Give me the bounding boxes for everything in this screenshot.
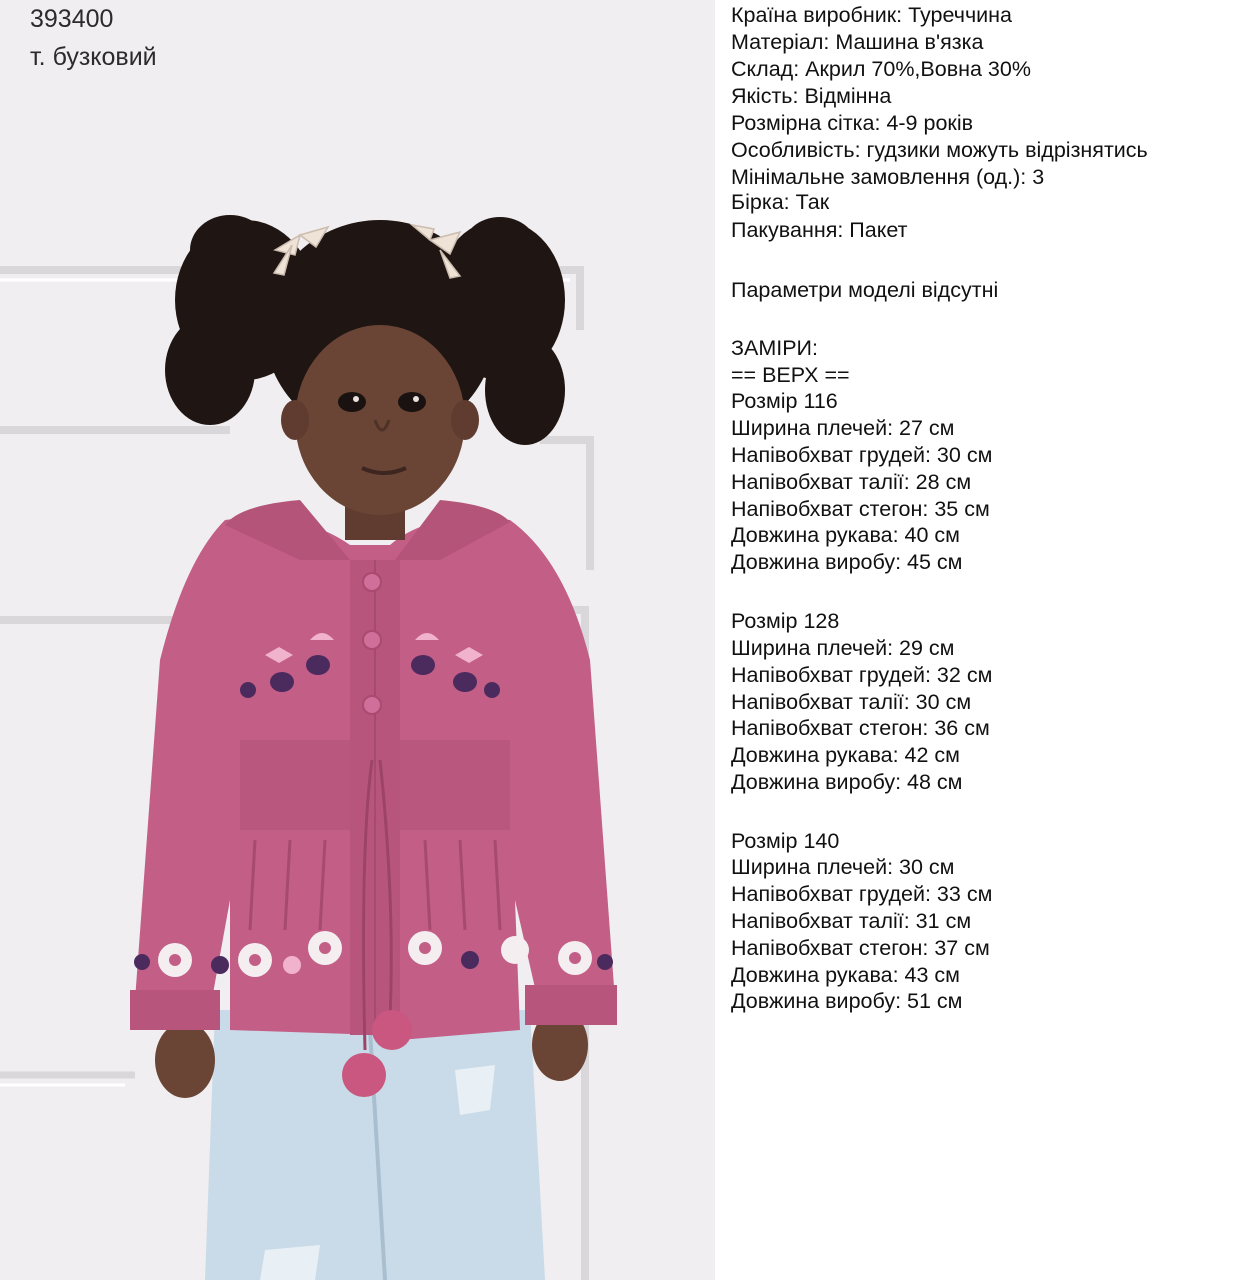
size-title: Розмір 116 [731,389,838,413]
size-waist: Напівобхват талії: 28 см [731,470,972,494]
model-params: Параметри моделі відсутні [731,278,999,302]
size-sleeve: Довжина рукава: 43 см [731,963,960,987]
spec-packaging: Пакування: Пакет [731,218,908,242]
size-length: Довжина виробу: 51 см [731,989,963,1013]
spec-composition: Склад: Акрил 70%,Вовна 30% [731,57,1031,81]
spec-quality: Якість: Відмінна [731,84,892,108]
measurements-heading: ЗАМІРИ: [731,336,818,360]
size-hips: Напівобхват стегон: 36 см [731,716,990,740]
size-length: Довжина виробу: 48 см [731,770,963,794]
size-chest: Напівобхват грудей: 33 см [731,882,993,906]
spec-material: Матеріал: Машина в'язка [731,30,984,54]
measurements-section: == ВЕРХ == [731,363,850,387]
size-hips: Напівобхват стегон: 35 см [731,497,990,521]
spec-feature: Особливість: гудзики можуть відрізнятись [731,138,1148,162]
spec-tag: Бірка: Так [731,190,830,214]
spec-size-range: Розмірна сітка: 4-9 років [731,111,974,135]
spec-min-order: Мінімальне замовлення (од.): 3 [731,165,1045,189]
size-chest: Напівобхват грудей: 32 см [731,663,993,687]
spec-country: Країна виробник: Туреччина [731,3,1012,27]
size-shoulders: Ширина плечей: 29 см [731,636,955,660]
size-hips: Напівобхват стегон: 37 см [731,936,990,960]
size-length: Довжина виробу: 45 см [731,550,963,574]
size-waist: Напівобхват талії: 30 см [731,690,972,714]
size-title: Розмір 140 [731,829,840,853]
size-title: Розмір 128 [731,609,840,633]
sku-label: 393400 [30,5,114,33]
product-specs [731,0,1236,1280]
size-chest: Напівобхват грудей: 30 см [731,443,993,467]
size-shoulders: Ширина плечей: 27 см [731,416,955,440]
size-sleeve: Довжина рукава: 42 см [731,743,960,767]
size-sleeve: Довжина рукава: 40 см [731,523,960,547]
size-shoulders: Ширина плечей: 30 см [731,855,955,879]
size-waist: Напівобхват талії: 31 см [731,909,972,933]
color-label: т. бузковий [30,43,157,71]
